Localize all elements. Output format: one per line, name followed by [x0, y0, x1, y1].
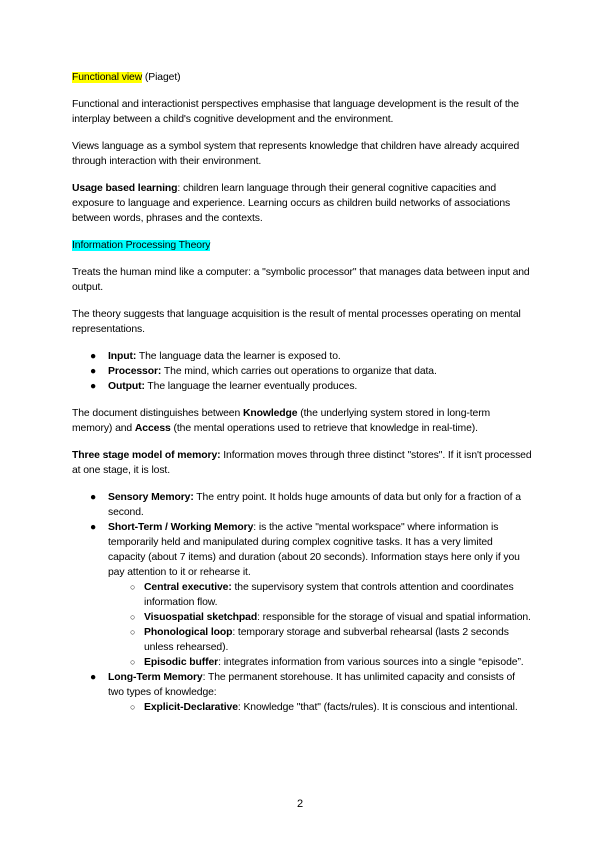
bold-term: Usage based learning — [72, 183, 178, 194]
sublist-item: ○ Phonological loop: temporary storage and subverbal rehearsal (lasts 2 seconds unless rehearsed). — [130, 627, 509, 653]
sublist-item: ○ Explicit-Declarative: Knowledge "that" (facts/rules). It is conscious and intentional. — [130, 702, 518, 713]
circle-bullet-icon: ○ — [130, 702, 136, 712]
highlighted-heading: Information Processing Theory — [72, 240, 211, 251]
circle-bullet-icon: ○ — [130, 657, 136, 667]
heading-suffix: (Piaget) — [142, 72, 181, 83]
paragraph: Treats the human mind like a computer: a "symbolic processor" that manages data between input and output. — [72, 267, 530, 293]
list-item: ● Input: The language data the learner is exposed to. — [90, 351, 341, 362]
bullet-icon: ● — [90, 351, 97, 362]
list-item: ● Short-Term / Working Memory: is the active "mental workspace" where information is temporarily held and manipulated during complex cognitive tasks. It has a very limited capacity (about 7 items) and duration (about 20 seconds). Information stays here only if you pay attention to it or rehearse it. ○ Central executive: the supervisory system that controls attention and coordinates information flow. ○ Visuospatial sketchpad: responsible for the storage of visual and spatial information. ○ Phonological loop: temporary storage and subverbal rehearsal (lasts 2 seconds unless rehearsed). ○ Episodic buffer: integrates information from various sources into a single “episode”. — [90, 522, 531, 668]
list-item: ● Sensory Memory: The entry point. It holds huge amounts of data but only for a fraction of a second. — [90, 492, 521, 518]
functional-view-heading — [72, 70, 532, 85]
ipt-heading — [72, 238, 532, 253]
knowledge-access-paragraph: The document distinguishes between Knowledge (the underlying system stored in long-term memory) and Access (the mental operations used to retrieve that knowledge in real-time). — [72, 408, 491, 434]
usage-based-learning-paragraph: Usage based learning: children learn language through their general cognitive capacities and exposure to language and experience. Learning occurs as children build networks of associations between words, phrases and the contexts. — [72, 183, 511, 224]
three-stage-paragraph: Three stage model of memory: Information moves through three distinct "stores". If it isn't processed at one stage, it is lost. — [72, 450, 532, 476]
sublist-item: ○ Episodic buffer: integrates information from various sources into a single “episode”. — [130, 657, 524, 668]
working-memory-sublist — [108, 580, 532, 670]
bullet-icon: ● — [90, 672, 97, 683]
list-item: ● Long-Term Memory: The permanent storehouse. It has unlimited capacity and consists of two types of knowledge: ○ Explicit-Declarative: Knowledge "that" (facts/rules). It is conscious and intentional. — [72, 670, 532, 715]
ipt-bullet-list — [72, 349, 532, 394]
bullet-icon: ● — [90, 366, 97, 377]
paragraph: Functional and interactionist perspectives emphasise that language development is the result of the interplay between a child's cognitive development and the environment. — [72, 99, 519, 125]
sublist-item: ○ Central executive: the supervisory system that controls attention and coordinates information flow. — [130, 582, 514, 608]
sublist-item: ○ Visuospatial sketchpad: responsible for the storage of visual and spatial information. — [130, 612, 531, 623]
list-item: ● Output: The language the learner eventually produces. — [90, 381, 358, 392]
list-item: ● Processor: The mind, which carries out operations to organize that data. — [90, 366, 437, 377]
circle-bullet-icon: ○ — [130, 582, 136, 592]
paragraph: The theory suggests that language acquisition is the result of mental processes operating on mental representations. — [72, 309, 521, 335]
paragraph: Views language as a symbol system that represents knowledge that children have already acquired through interaction with their environment. — [72, 141, 520, 167]
bullet-icon: ● — [90, 381, 97, 392]
long-term-memory-sublist — [108, 700, 532, 715]
page-content — [72, 70, 532, 727]
page-number: 2 — [296, 798, 304, 810]
bullet-icon: ● — [90, 492, 97, 503]
memory-bullet-list — [72, 490, 532, 715]
circle-bullet-icon: ○ — [130, 612, 136, 622]
highlighted-heading: Functional view — [72, 72, 143, 83]
bullet-icon: ● — [90, 522, 97, 533]
circle-bullet-icon: ○ — [130, 627, 136, 637]
